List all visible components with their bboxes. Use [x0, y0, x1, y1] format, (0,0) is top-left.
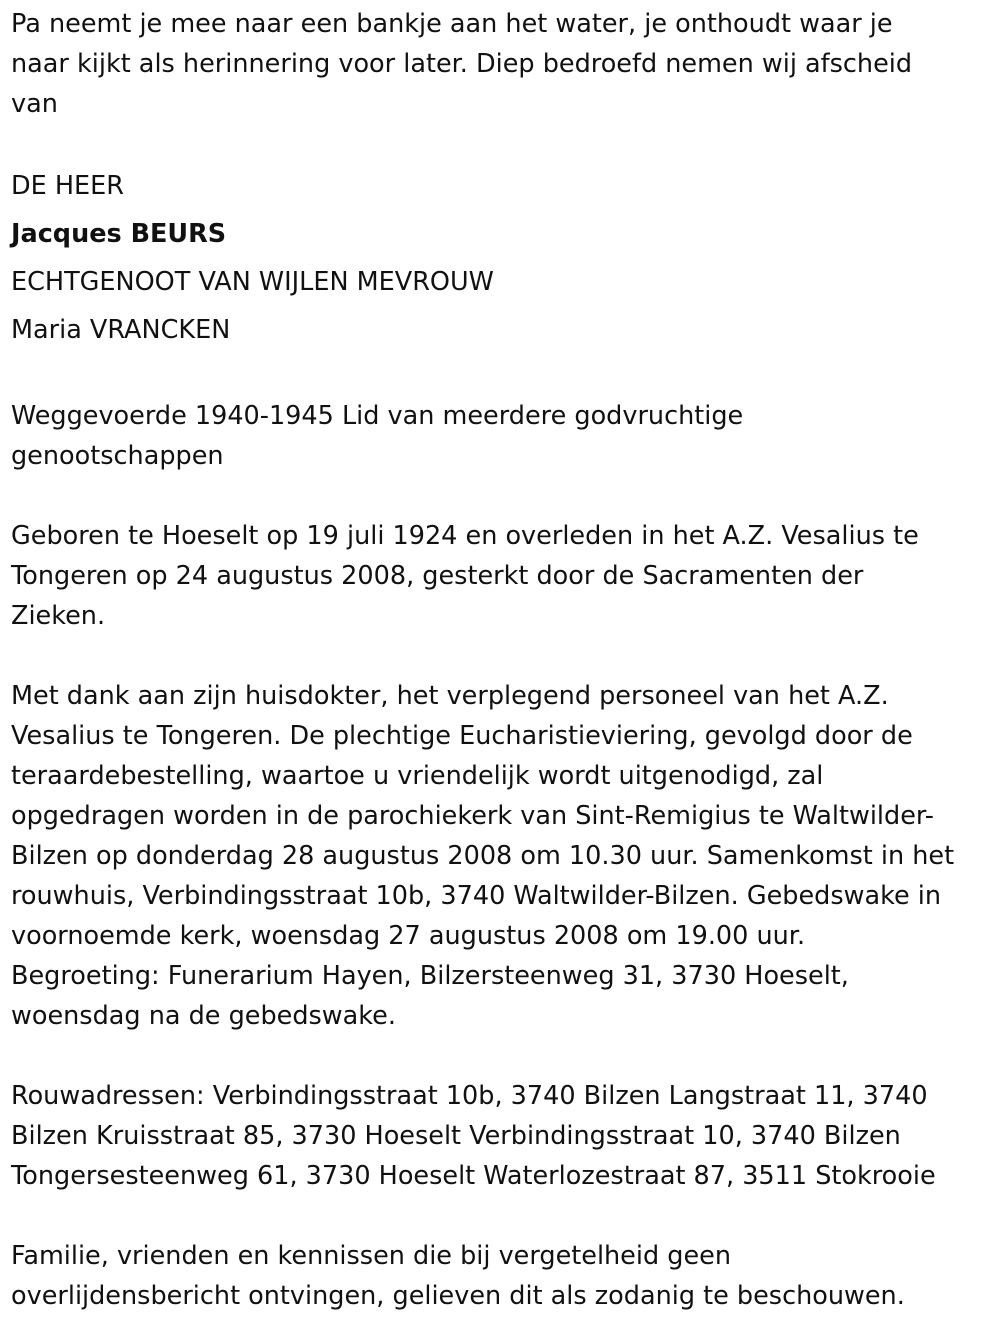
addresses-paragraph: [11, 1076, 996, 1196]
text-line: Rouwadressen: Verbindingsstraat 10b, 3740 Bilzen Langstraat 11, 3740: [11, 1081, 928, 1111]
spouse-relation: ECHTGENOOT VAN WIJLEN MEVROUW: [11, 267, 494, 297]
text-line: van: [11, 89, 58, 119]
distinctions-paragraph: [11, 396, 996, 476]
text-line: Bilzen op donderdag 28 augustus 2008 om 10.30 uur. Samenkomst in het: [11, 841, 955, 871]
text-line: Tongersesteenweg 61, 3730 Hoeselt Waterlozestraat 87, 3511 Stokrooie: [11, 1161, 936, 1191]
text-line: Pa neemt je mee naar een bankje aan het water, je onthoudt waar je: [11, 9, 893, 39]
text-line: Vesalius te Tongeren. De plechtige Eucharistieviering, gevolgd door de: [11, 721, 913, 751]
text-line: Begroeting: Funerarium Hayen, Bilzersteenweg 31, 3730 Hoeselt,: [11, 961, 849, 991]
text-line: voornoemde kerk, woensdag 27 augustus 2008 om 19.00 uur.: [11, 921, 806, 951]
text-line: Weggevoerde 1940-1945 Lid van meerdere godvruchtige: [11, 401, 744, 431]
intro-paragraph: [11, 4, 996, 124]
text-line: Tongeren op 24 augustus 2008, gesterkt door de Sacramenten der: [11, 561, 864, 591]
text-line: Met dank aan zijn huisdokter, het verplegend personeel van het A.Z.: [11, 681, 889, 711]
obituary-document: [11, 4, 996, 1316]
ceremony-paragraph: [11, 676, 996, 1036]
deceased-name: Jacques BEURS: [11, 219, 227, 249]
text-line: naar kijkt als herinnering voor later. Diep bedroefd nemen wij afscheid: [11, 49, 913, 79]
closing-paragraph: [11, 1236, 996, 1316]
title-prefix: DE HEER: [11, 171, 124, 201]
text-line: opgedragen worden in de parochiekerk van Sint-Remigius te Waltwilder-: [11, 801, 934, 831]
text-line: Familie, vrienden en kennissen die bij vergetelheid geen: [11, 1241, 731, 1271]
text-line: genootschappen: [11, 441, 224, 471]
text-line: Geboren te Hoeselt op 19 juli 1924 en overleden in het A.Z. Vesalius te: [11, 521, 919, 551]
spouse-name: Maria VRANCKEN: [11, 315, 231, 345]
text-line: rouwhuis, Verbindingsstraat 10b, 3740 Waltwilder-Bilzen. Gebedswake in: [11, 881, 942, 911]
text-line: woensdag na de gebedswake.: [11, 1001, 396, 1031]
text-line: teraardebestelling, waartoe u vriendelijk wordt uitgenodigd, zal: [11, 761, 824, 791]
birth-death-paragraph: [11, 516, 996, 636]
text-line: Bilzen Kruisstraat 85, 3730 Hoeselt Verbindingsstraat 10, 3740 Bilzen: [11, 1121, 901, 1151]
text-line: Zieken.: [11, 601, 106, 631]
text-line: overlijdensbericht ontvingen, gelieven dit als zodanig te beschouwen.: [11, 1281, 905, 1311]
